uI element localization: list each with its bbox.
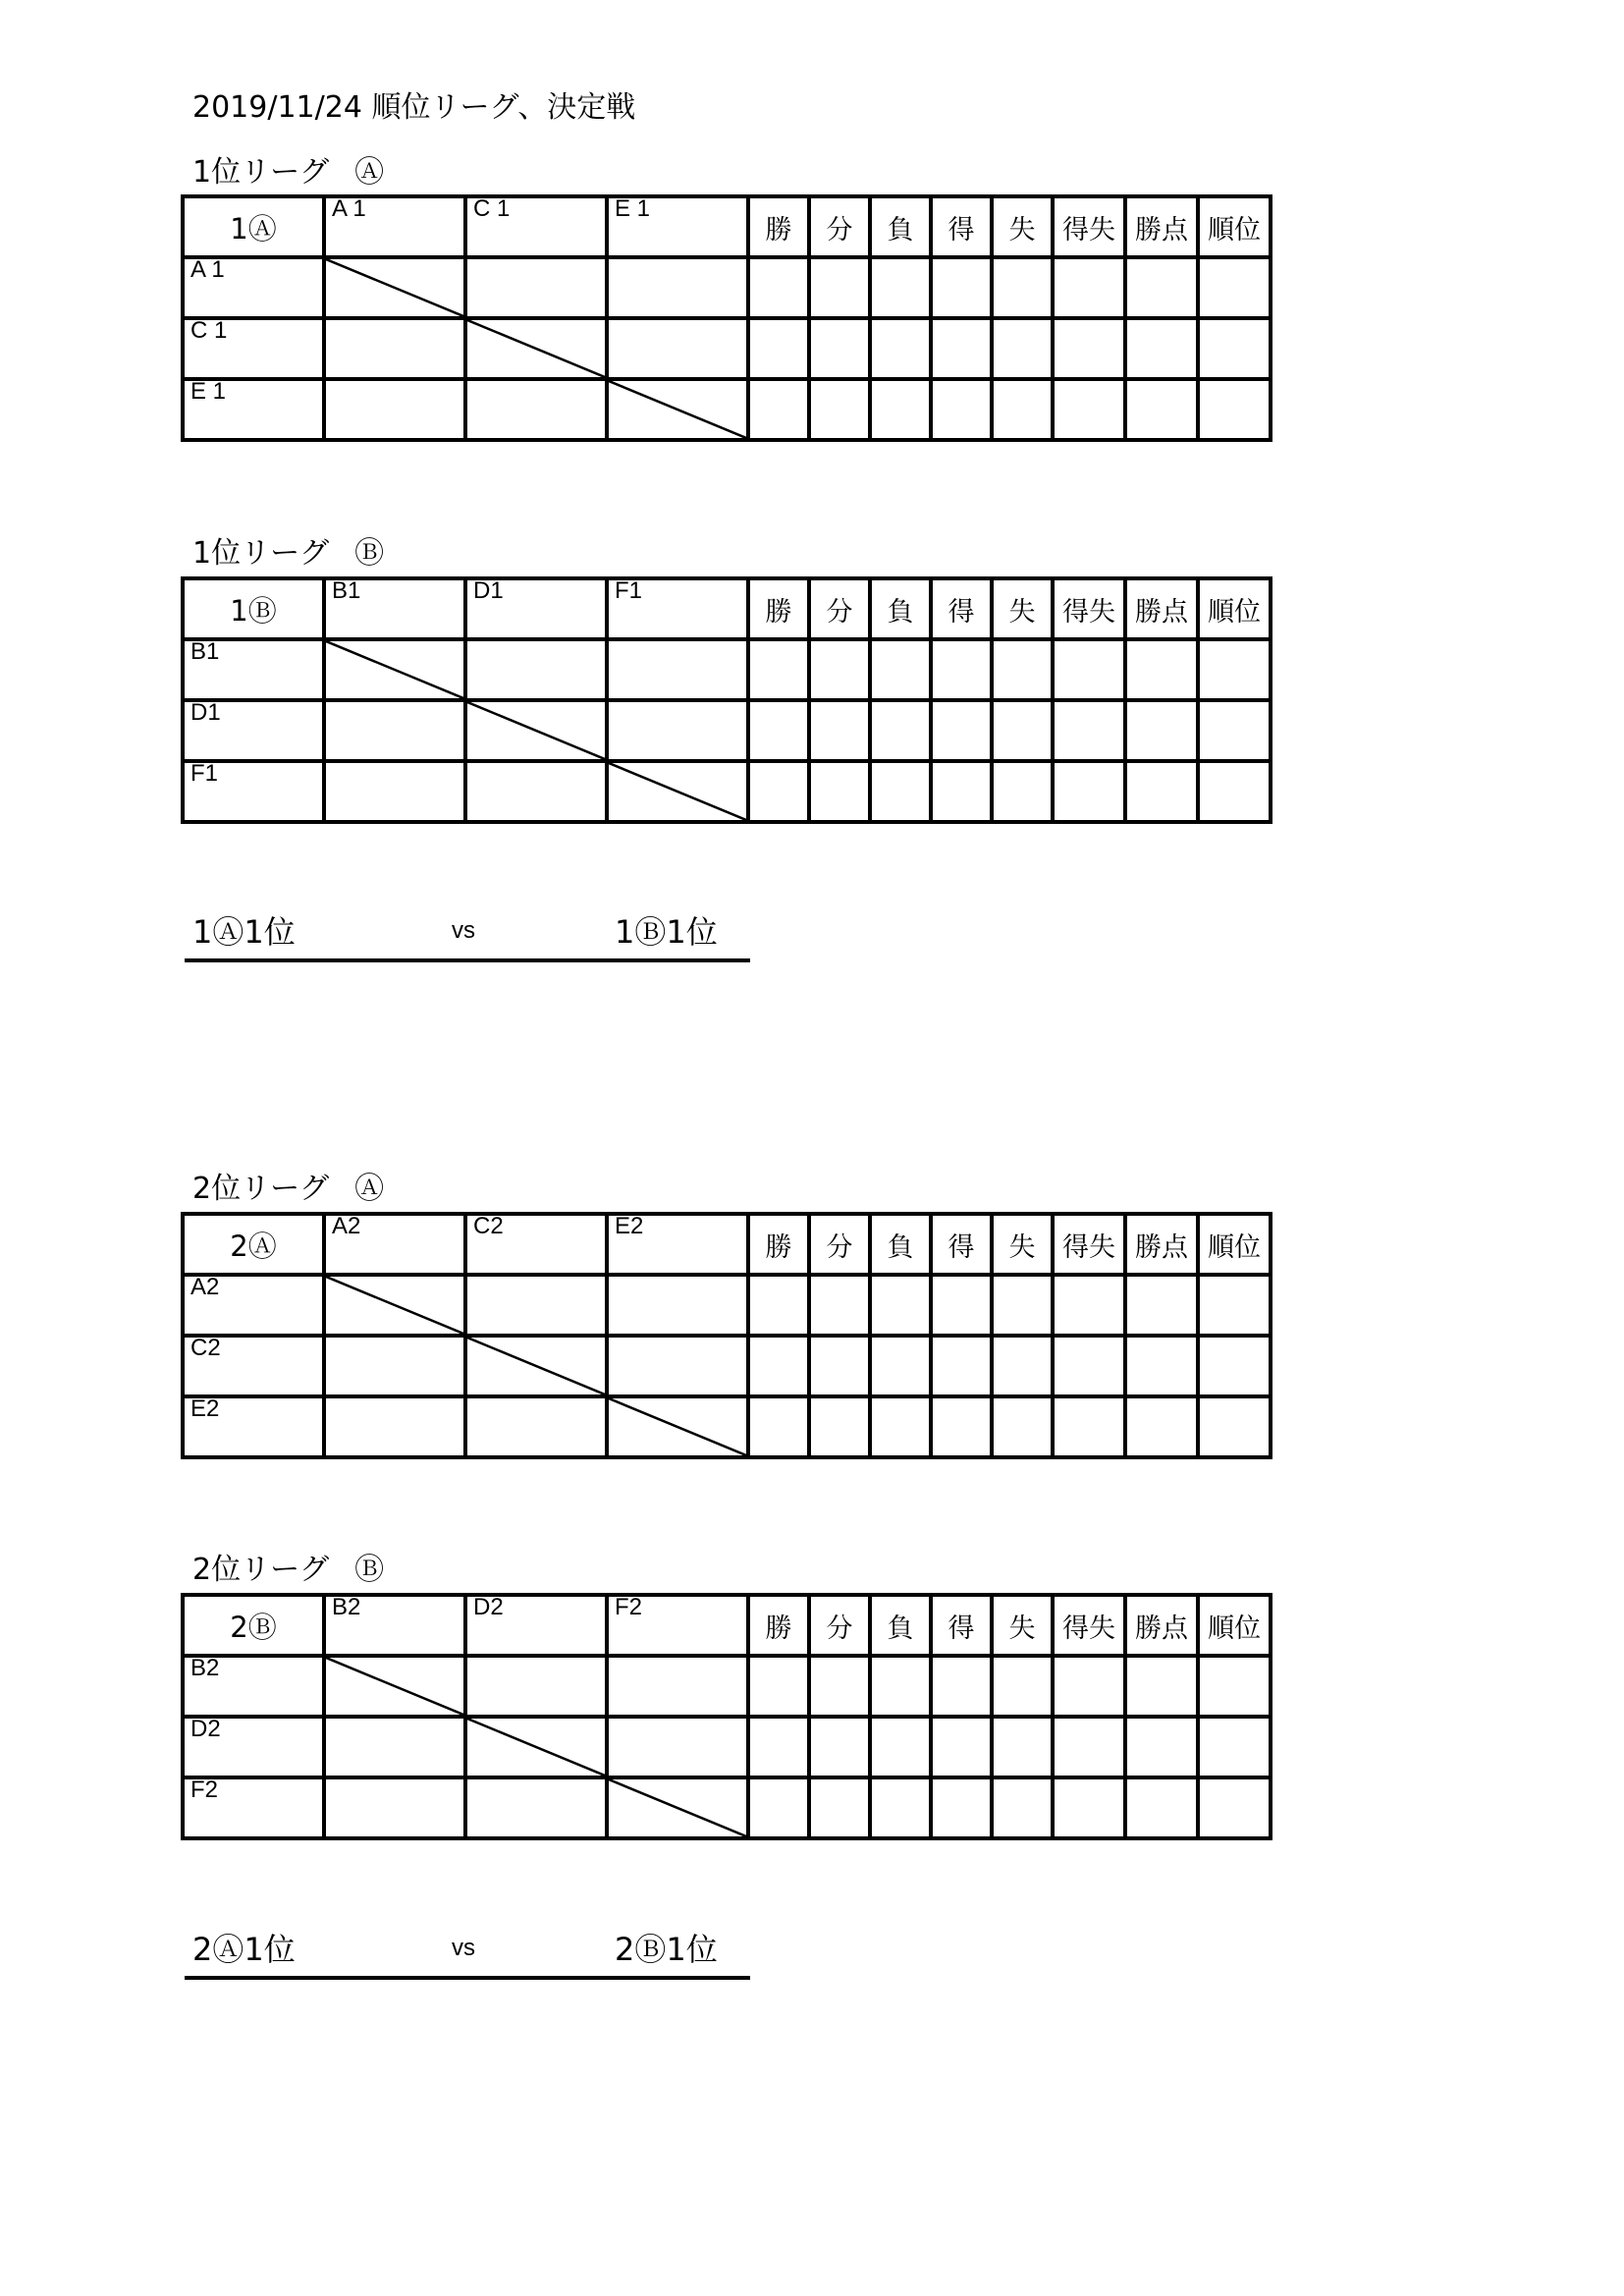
team-row	[183, 700, 1271, 761]
diagonal-slash	[326, 1658, 463, 1715]
team-row	[183, 1656, 1271, 1717]
stat-cell	[748, 1717, 809, 1777]
header-row	[183, 1595, 1271, 1656]
score-cell	[465, 1275, 607, 1336]
team-row	[183, 639, 1271, 700]
stat-cell	[1198, 700, 1271, 761]
stat-cell	[748, 318, 809, 379]
self-match-cell	[324, 1275, 465, 1336]
diagonal-line	[609, 381, 746, 438]
stat-cell	[992, 379, 1053, 440]
stat-cell	[931, 1396, 992, 1457]
score-cell	[607, 700, 748, 761]
team-column-header: F2	[607, 1595, 748, 1656]
team-row	[183, 1336, 1271, 1396]
stat-cell	[1125, 379, 1198, 440]
team-column-header: D1	[465, 578, 607, 639]
team-column-header: C 1	[465, 196, 607, 257]
stat-cell	[1053, 1777, 1125, 1838]
stat-column-header: 勝	[748, 1214, 809, 1275]
score-cell	[324, 761, 465, 822]
stat-cell	[992, 257, 1053, 318]
stat-cell	[748, 1336, 809, 1396]
stat-cell	[870, 761, 931, 822]
score-cell	[465, 1396, 607, 1457]
score-cell	[324, 1336, 465, 1396]
stat-cell	[931, 379, 992, 440]
team-row-label: E2	[183, 1396, 324, 1457]
stat-column-header: 勝	[748, 196, 809, 257]
section-mark: Ⓑ	[354, 536, 385, 571]
stat-cell	[809, 257, 870, 318]
diagonal-slash	[467, 1338, 605, 1394]
diagonal-slash	[467, 320, 605, 377]
stat-cell	[992, 700, 1053, 761]
stat-cell	[931, 1275, 992, 1336]
stat-cell	[748, 1656, 809, 1717]
team-row-label: D2	[183, 1717, 324, 1777]
stat-cell	[931, 761, 992, 822]
stat-cell	[992, 1336, 1053, 1396]
stat-cell	[870, 1396, 931, 1457]
stat-cell	[1053, 761, 1125, 822]
final-underline	[185, 958, 750, 962]
final-underline	[185, 1976, 750, 1980]
stat-column-header: 得	[931, 1214, 992, 1275]
team-column-header: C2	[465, 1214, 607, 1275]
stat-column-header: 得	[931, 1595, 992, 1656]
score-cell	[324, 1396, 465, 1457]
stat-column-header: 得失	[1053, 578, 1125, 639]
stat-cell	[931, 700, 992, 761]
team-row-label: B2	[183, 1656, 324, 1717]
stat-cell	[870, 1656, 931, 1717]
stat-cell	[809, 379, 870, 440]
stat-cell	[931, 1336, 992, 1396]
stat-cell	[809, 700, 870, 761]
section-mark: Ⓐ	[354, 1172, 385, 1206]
stat-column-header: 分	[809, 1214, 870, 1275]
section-title-text: 2位リーグ	[192, 1553, 330, 1587]
stat-column-header: 順位	[1198, 196, 1271, 257]
diagonal-slash	[609, 1779, 746, 1836]
self-match-cell	[465, 1336, 607, 1396]
self-match-cell	[324, 639, 465, 700]
stat-cell	[870, 1336, 931, 1396]
team-row-label: A2	[183, 1275, 324, 1336]
score-cell	[607, 1336, 748, 1396]
diagonal-line	[609, 763, 746, 820]
stat-cell	[931, 257, 992, 318]
document-title: 2019/11/24 順位リーグ、決定戦	[192, 90, 636, 125]
stat-column-header: 勝	[748, 1595, 809, 1656]
stat-cell	[992, 1656, 1053, 1717]
stat-cell	[870, 1717, 931, 1777]
final-vs-label: vs	[452, 917, 475, 944]
stat-column-header: 分	[809, 196, 870, 257]
stat-cell	[1198, 379, 1271, 440]
stat-cell	[809, 639, 870, 700]
self-match-cell	[607, 1777, 748, 1838]
team-row-label: F2	[183, 1777, 324, 1838]
stat-cell	[992, 639, 1053, 700]
team-row	[183, 257, 1271, 318]
stat-cell	[1198, 639, 1271, 700]
stat-cell	[1053, 1717, 1125, 1777]
stat-cell	[992, 761, 1053, 822]
score-cell	[607, 1717, 748, 1777]
stat-cell	[1053, 1656, 1125, 1717]
final-match-1	[185, 907, 754, 966]
team-row	[183, 379, 1271, 440]
corner-label: 2Ⓑ	[183, 1595, 324, 1656]
stat-column-header: 負	[870, 1214, 931, 1275]
stat-cell	[992, 1396, 1053, 1457]
stat-cell	[931, 1656, 992, 1717]
stat-cell	[931, 639, 992, 700]
diagonal-line	[467, 702, 605, 759]
stat-column-header: 負	[870, 578, 931, 639]
league-table-1a	[181, 194, 1272, 442]
diagonal-line	[467, 1338, 605, 1394]
stat-column-header: 順位	[1198, 1595, 1271, 1656]
stat-cell	[870, 1777, 931, 1838]
section-mark: Ⓐ	[354, 155, 385, 190]
diagonal-line	[609, 1398, 746, 1455]
diagonal-slash	[467, 702, 605, 759]
team-column-header: A2	[324, 1214, 465, 1275]
self-match-cell	[465, 1717, 607, 1777]
stat-cell	[1125, 1396, 1198, 1457]
stat-column-header: 得	[931, 578, 992, 639]
league-table-1b	[181, 576, 1272, 824]
stat-cell	[1053, 639, 1125, 700]
corner-label: 2Ⓐ	[183, 1214, 324, 1275]
stat-cell	[1198, 761, 1271, 822]
team-column-header: D2	[465, 1595, 607, 1656]
stat-cell	[809, 1717, 870, 1777]
team-row-label: A 1	[183, 257, 324, 318]
stat-cell	[1125, 318, 1198, 379]
self-match-cell	[465, 700, 607, 761]
stat-cell	[1125, 761, 1198, 822]
stat-cell	[870, 379, 931, 440]
stat-cell	[1198, 1336, 1271, 1396]
stat-cell	[1198, 257, 1271, 318]
stat-column-header: 失	[992, 578, 1053, 639]
header-row	[183, 196, 1271, 257]
stat-cell	[1053, 257, 1125, 318]
stat-column-header: 負	[870, 196, 931, 257]
stat-cell	[1053, 1396, 1125, 1457]
team-column-header: A 1	[324, 196, 465, 257]
team-row	[183, 318, 1271, 379]
section-title-text: 2位リーグ	[192, 1172, 330, 1206]
stat-cell	[1053, 700, 1125, 761]
stat-cell	[1125, 1656, 1198, 1717]
stat-cell	[809, 761, 870, 822]
final-right-label: 2Ⓑ1位	[615, 1931, 718, 1968]
self-match-cell	[607, 761, 748, 822]
stat-cell	[1125, 1717, 1198, 1777]
stat-column-header: 得	[931, 196, 992, 257]
team-row-label: E 1	[183, 379, 324, 440]
team-row-label: D1	[183, 700, 324, 761]
stat-column-header: 分	[809, 1595, 870, 1656]
stat-column-header: 失	[992, 1595, 1053, 1656]
league-table	[181, 576, 1272, 824]
stat-column-header: 得失	[1053, 1595, 1125, 1656]
corner-label: 1Ⓐ	[183, 196, 324, 257]
stat-cell	[1198, 1777, 1271, 1838]
diagonal-line	[326, 641, 463, 698]
stat-cell	[870, 257, 931, 318]
stat-column-header: 得失	[1053, 1214, 1125, 1275]
team-row	[183, 761, 1271, 822]
stat-cell	[748, 1275, 809, 1336]
stat-cell	[931, 318, 992, 379]
score-cell	[607, 1275, 748, 1336]
stat-column-header: 勝点	[1125, 1214, 1198, 1275]
diagonal-line	[326, 259, 463, 316]
stat-column-header: 勝点	[1125, 196, 1198, 257]
team-row-label: C 1	[183, 318, 324, 379]
stat-cell	[931, 1777, 992, 1838]
stat-cell	[870, 639, 931, 700]
league-table	[181, 194, 1272, 442]
diagonal-line	[467, 320, 605, 377]
stat-column-header: 順位	[1198, 578, 1271, 639]
stat-cell	[992, 1275, 1053, 1336]
stat-cell	[1198, 318, 1271, 379]
score-cell	[607, 1656, 748, 1717]
stat-cell	[748, 761, 809, 822]
section-title-2a	[192, 1164, 384, 1207]
score-cell	[324, 1717, 465, 1777]
team-column-header: B1	[324, 578, 465, 639]
stat-cell	[1125, 257, 1198, 318]
stat-cell	[748, 257, 809, 318]
stat-cell	[748, 1777, 809, 1838]
diagonal-slash	[467, 1719, 605, 1776]
final-vs-label: vs	[452, 1935, 475, 1961]
stat-cell	[1125, 1777, 1198, 1838]
score-cell	[607, 257, 748, 318]
league-table	[181, 1212, 1272, 1459]
team-row	[183, 1275, 1271, 1336]
stat-column-header: 分	[809, 578, 870, 639]
team-row-label: B1	[183, 639, 324, 700]
final-left-label: 2Ⓐ1位	[192, 1931, 296, 1968]
score-cell	[324, 700, 465, 761]
score-cell	[465, 1777, 607, 1838]
diagonal-slash	[609, 381, 746, 438]
section-mark: Ⓑ	[354, 1553, 385, 1587]
league-table	[181, 1593, 1272, 1840]
stat-cell	[809, 1396, 870, 1457]
stat-cell	[809, 1336, 870, 1396]
stat-column-header: 勝点	[1125, 578, 1198, 639]
self-match-cell	[324, 257, 465, 318]
self-match-cell	[324, 1656, 465, 1717]
stat-cell	[1198, 1275, 1271, 1336]
score-cell	[465, 379, 607, 440]
diagonal-slash	[609, 763, 746, 820]
team-column-header: E2	[607, 1214, 748, 1275]
section-title-1a	[192, 147, 384, 191]
stat-cell	[748, 1396, 809, 1457]
score-cell	[465, 761, 607, 822]
stat-cell	[1053, 318, 1125, 379]
team-row-label: F1	[183, 761, 324, 822]
stat-cell	[931, 1717, 992, 1777]
league-table-2a	[181, 1212, 1272, 1459]
final-right-label: 1Ⓑ1位	[615, 913, 718, 951]
header-row	[183, 578, 1271, 639]
stat-cell	[809, 318, 870, 379]
stat-cell	[1053, 379, 1125, 440]
stat-cell	[1125, 1275, 1198, 1336]
stat-cell	[1198, 1656, 1271, 1717]
score-cell	[607, 639, 748, 700]
score-cell	[324, 1777, 465, 1838]
section-title-text: 1位リーグ	[192, 155, 330, 190]
team-row-label: C2	[183, 1336, 324, 1396]
score-cell	[324, 318, 465, 379]
team-row	[183, 1717, 1271, 1777]
stat-column-header: 失	[992, 1214, 1053, 1275]
header-row	[183, 1214, 1271, 1275]
score-cell	[324, 379, 465, 440]
score-cell	[465, 1656, 607, 1717]
stat-column-header: 勝	[748, 578, 809, 639]
section-title-2b	[192, 1545, 384, 1588]
stat-cell	[1198, 1396, 1271, 1457]
section-title-text: 1位リーグ	[192, 536, 330, 571]
team-column-header: E 1	[607, 196, 748, 257]
team-row	[183, 1777, 1271, 1838]
diagonal-slash	[326, 259, 463, 316]
self-match-cell	[607, 379, 748, 440]
stat-column-header: 負	[870, 1595, 931, 1656]
score-cell	[465, 639, 607, 700]
corner-label: 1Ⓑ	[183, 578, 324, 639]
stat-cell	[1125, 1336, 1198, 1396]
diagonal-line	[467, 1719, 605, 1776]
stat-cell	[1053, 1336, 1125, 1396]
stat-cell	[992, 1717, 1053, 1777]
score-cell	[465, 257, 607, 318]
stat-column-header: 得失	[1053, 196, 1125, 257]
diagonal-line	[609, 1779, 746, 1836]
stat-cell	[748, 379, 809, 440]
stat-cell	[870, 1275, 931, 1336]
self-match-cell	[465, 318, 607, 379]
diagonal-slash	[609, 1398, 746, 1455]
stat-cell	[870, 318, 931, 379]
stat-column-header: 順位	[1198, 1214, 1271, 1275]
team-column-header: F1	[607, 578, 748, 639]
diagonal-slash	[326, 641, 463, 698]
stat-column-header: 失	[992, 196, 1053, 257]
league-table-2b	[181, 1593, 1272, 1840]
stat-cell	[1053, 1275, 1125, 1336]
final-left-label: 1Ⓐ1位	[192, 913, 296, 951]
self-match-cell	[607, 1396, 748, 1457]
team-row	[183, 1396, 1271, 1457]
diagonal-line	[326, 1658, 463, 1715]
score-cell	[607, 318, 748, 379]
stat-cell	[1125, 639, 1198, 700]
stat-cell	[1198, 1717, 1271, 1777]
final-match-2	[185, 1925, 754, 1984]
stat-cell	[870, 700, 931, 761]
stat-cell	[809, 1656, 870, 1717]
diagonal-slash	[326, 1277, 463, 1334]
stat-cell	[748, 700, 809, 761]
stat-cell	[992, 318, 1053, 379]
stat-cell	[748, 639, 809, 700]
section-title-1b	[192, 528, 384, 572]
stat-cell	[992, 1777, 1053, 1838]
stat-column-header: 勝点	[1125, 1595, 1198, 1656]
diagonal-line	[326, 1277, 463, 1334]
team-column-header: B2	[324, 1595, 465, 1656]
stat-cell	[1125, 700, 1198, 761]
stat-cell	[809, 1275, 870, 1336]
stat-cell	[809, 1777, 870, 1838]
